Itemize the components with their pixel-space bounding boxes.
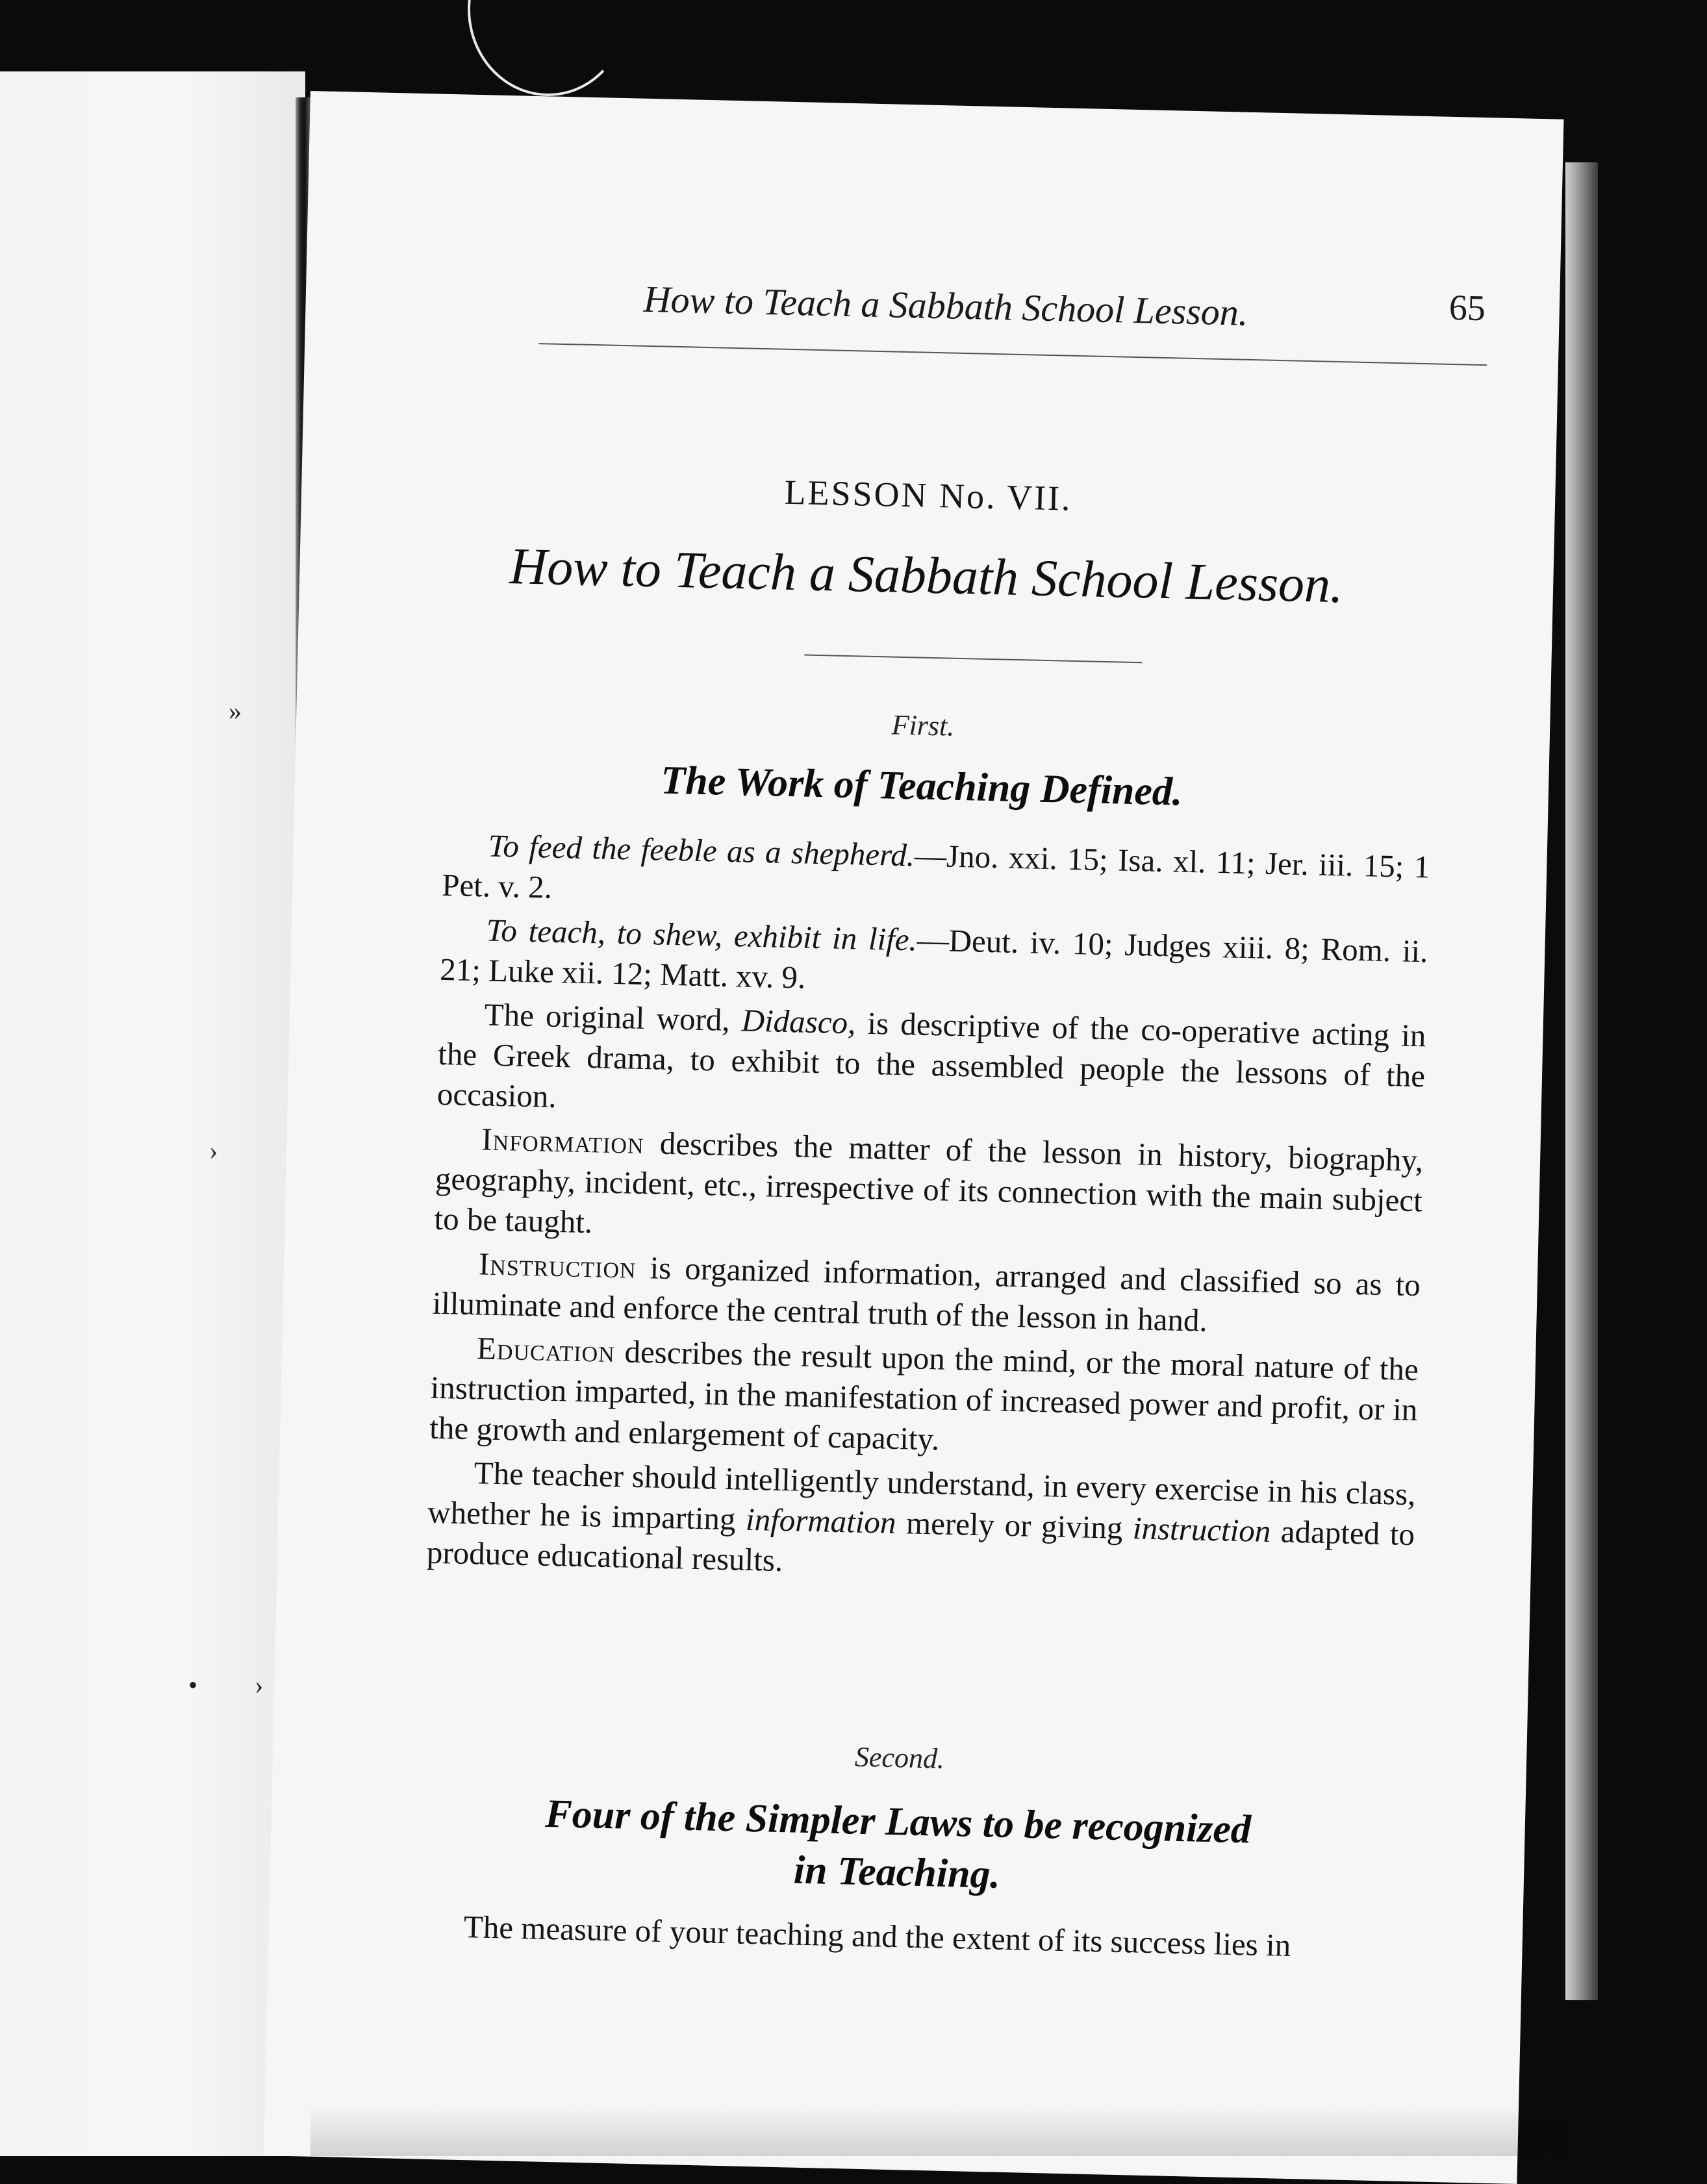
reference-text: —Jno. xxi. 15; Isa. xl. 11; Jer. iii. 15; 1 Pet. v. 2. [441, 837, 1430, 905]
section-2-ordinal: Second. [854, 1740, 945, 1775]
scan-background-corner [1572, 2000, 1707, 2156]
paragraph-text: adapted to produce educational results. [426, 1513, 1415, 1579]
section-1-body [426, 825, 1430, 1599]
term: Didasco, [741, 1002, 856, 1041]
page-number: 65 [1448, 287, 1486, 329]
term: information [745, 1501, 897, 1541]
term: Instruction [478, 1246, 637, 1285]
paragraph [436, 994, 1426, 1136]
term: instruction [1132, 1510, 1271, 1550]
lesson-number: LESSON No. VII. [783, 472, 1073, 518]
paragraph-text: describes the matter of the lesson in history, biography, geography, incident, etc., irrespective of its connection with the main subject to be taught. [434, 1125, 1424, 1240]
section-2-heading-line-1: Four of the Simpler Laws to be recognized [544, 1791, 1252, 1852]
paragraph [434, 1118, 1424, 1261]
margin-mark: › [209, 1136, 218, 1165]
section-1-ordinal: First. [891, 709, 955, 742]
margin-mark: › [255, 1670, 264, 1700]
paragraph-text: The original word, [484, 996, 742, 1038]
left-page-blank [0, 71, 305, 2156]
reference-lead: To teach, to shew, exhibit in life. [486, 912, 918, 958]
term: Education [476, 1330, 616, 1370]
section-2-heading-line-2: in Teaching. [793, 1848, 1001, 1897]
running-head-title: How to Teach a Sabbath School Lesson. [643, 277, 1249, 334]
paragraph-text: describes the result upon the mind, or the moral nature of the instruction imparted, in the manifestation of increased power and profit, or in the growth and enlargement of capacity. [429, 1333, 1419, 1457]
margin-mark: • [188, 1670, 198, 1700]
paragraph [426, 1452, 1416, 1595]
paragraph-text: is organized information, arranged and classified so as to illuminate and enforce the central truth of the lesson in hand. [432, 1249, 1421, 1338]
paragraph: The measure of your teaching and the extent of its success lies in [463, 1909, 1291, 1963]
running-head-rule [538, 343, 1487, 366]
paragraph-text: The teacher should intelligently understand, in every exercise in his class, whether he is imparting [427, 1455, 1417, 1537]
page-edge-shadow [1565, 162, 1598, 2000]
section-2-body [418, 1906, 1406, 1972]
reference-lead: To feed the feeble as a shepherd. [488, 827, 915, 873]
page-bottom-shadow [310, 2104, 1571, 2156]
paragraph-text: is descriptive of the co-operative acting in the Greek drama, to exhibit to the assembled people the lessons of the occasion. [436, 1005, 1427, 1114]
term: Information [481, 1121, 645, 1161]
reference-text: —Deut. iv. 10; Judges xiii. 8; Rom. ii. 21; Luke xii. 12; Matt. xv. 9. [439, 922, 1429, 996]
section-1-heading: The Work of Teaching Defined. [660, 758, 1183, 814]
lesson-title: How to Teach a Sabbath School Lesson. [509, 538, 1345, 614]
paragraph-text: merely or giving [895, 1505, 1133, 1546]
paragraph [429, 1327, 1419, 1470]
right-page [264, 91, 1564, 2184]
title-rule [804, 654, 1142, 663]
section-2-heading [270, 1782, 1525, 1912]
margin-mark: » [229, 696, 242, 725]
